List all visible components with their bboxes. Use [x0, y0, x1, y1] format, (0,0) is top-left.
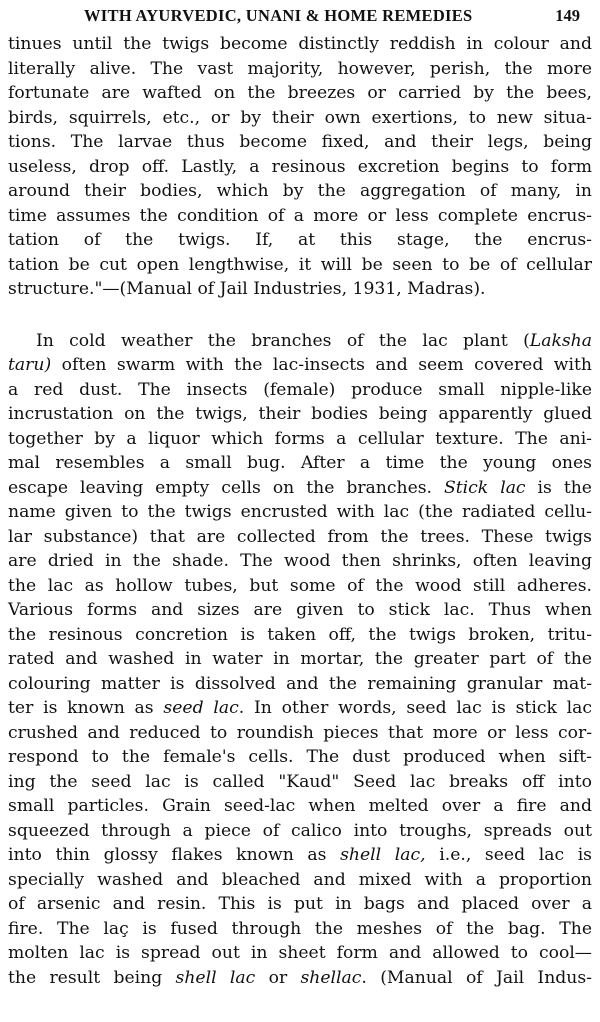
text-line: around their bodies, which by the aggregation of many, in — [8, 181, 592, 201]
text-line: ter is known as seed lac. In other words, seed lac is stick lac — [8, 698, 593, 718]
paragraph-spacer — [8, 302, 592, 329]
text-line: the result being shell lac or shellac. (Manual of Jail Indus- — [8, 967, 592, 988]
text-line: lar substance) that are collected from the trees. These twigs — [8, 526, 592, 547]
text-line: together by a liquor which forms a cellular texture. The ani- — [8, 428, 592, 449]
text-line: tinues until the twigs become distinctly reddish in colour and — [8, 34, 592, 54]
text-line: birds, squirrels, etc., or by their own exertions, to new situa- — [8, 107, 592, 128]
text-line: colouring matter is dissolved and the remaining granular mat- — [8, 673, 592, 694]
text-line: the lac as hollow tubes, but some of the wood still adheres. — [8, 575, 592, 596]
text-line: crushed and reduced to roundish pieces that more or less cor- — [8, 722, 592, 743]
text-line: squeezed through a piece of calico into troughs, spreads out — [8, 820, 592, 841]
text-line: structure."—(Manual of Jail Industries, 1931, Madras). — [8, 279, 486, 299]
text-line: taru) often swarm with the lac-insects and seem covered with — [8, 355, 592, 375]
running-header — [8, 4, 592, 32]
text-line: time assumes the condition of a more or less complete encrus- — [8, 205, 592, 226]
paragraph-lac-description — [8, 329, 592, 991]
text-line: In cold weather the branches of the lac plant (Laksha — [36, 330, 592, 351]
running-head-title: WITH AYURVEDIC, UNANI & HOME REMEDIES — [84, 6, 473, 25]
text-line: fortunate are wafted on the breezes or carried by the bees, — [8, 83, 592, 103]
text-line: into thin glossy flakes known as shell lac, i.e., seed lac is — [8, 845, 593, 865]
text-line: rated and washed in water in mortar, the greater part of the — [8, 649, 592, 669]
text-line: of arsenic and resin. This is put in bags and placed over a — [8, 894, 592, 914]
text-line: literally alive. The vast majority, however, perish, the more — [8, 58, 592, 79]
text-line: are dried in the shade. The wood then shrinks, often leaving — [8, 551, 592, 571]
text-line: a red dust. The insects (female) produce small nipple-like — [8, 379, 592, 400]
text-line: the resinous concretion is taken off, the twigs broken, tritu- — [8, 624, 592, 645]
text-line: tation be cut open lengthwise, it will be seen to be of cellular — [8, 254, 592, 275]
text-line: useless, drop off. Lastly, a resinous excretion begins to form — [8, 156, 592, 177]
text-line: molten lac is spread out in sheet form and allowed to cool— — [8, 943, 592, 963]
text-line: tation of the twigs. If, at this stage, the encrus- — [8, 230, 592, 250]
text-line: escape leaving empty cells on the branches. Stick lac is the — [8, 477, 592, 498]
text-line: ing the seed lac is called "Kaud" Seed lac breaks off into — [8, 771, 592, 792]
paragraph-continued-quote — [8, 32, 592, 302]
text-line: incrustation on the twigs, their bodies being apparently glued — [8, 404, 592, 424]
text-line: small particles. Grain seed-lac when melted over a fire and — [8, 796, 592, 816]
text-line: fire. The laç is fused through the meshes of the bag. The — [8, 918, 592, 939]
text-line: tions. The larvae thus become fixed, and their legs, being — [8, 132, 592, 152]
text-line: name given to the twigs encrusted with lac (the radiated cellu- — [8, 502, 592, 522]
text-line: mal resembles a small bug. After a time the young ones — [8, 453, 592, 473]
text-line: specially washed and bleached and mixed with a proportion — [8, 869, 592, 890]
page-number: 149 — [555, 6, 580, 25]
text-line: respond to the female's cells. The dust produced when sift- — [8, 747, 592, 767]
text-line: Various forms and sizes are given to stick lac. Thus when — [8, 600, 592, 620]
